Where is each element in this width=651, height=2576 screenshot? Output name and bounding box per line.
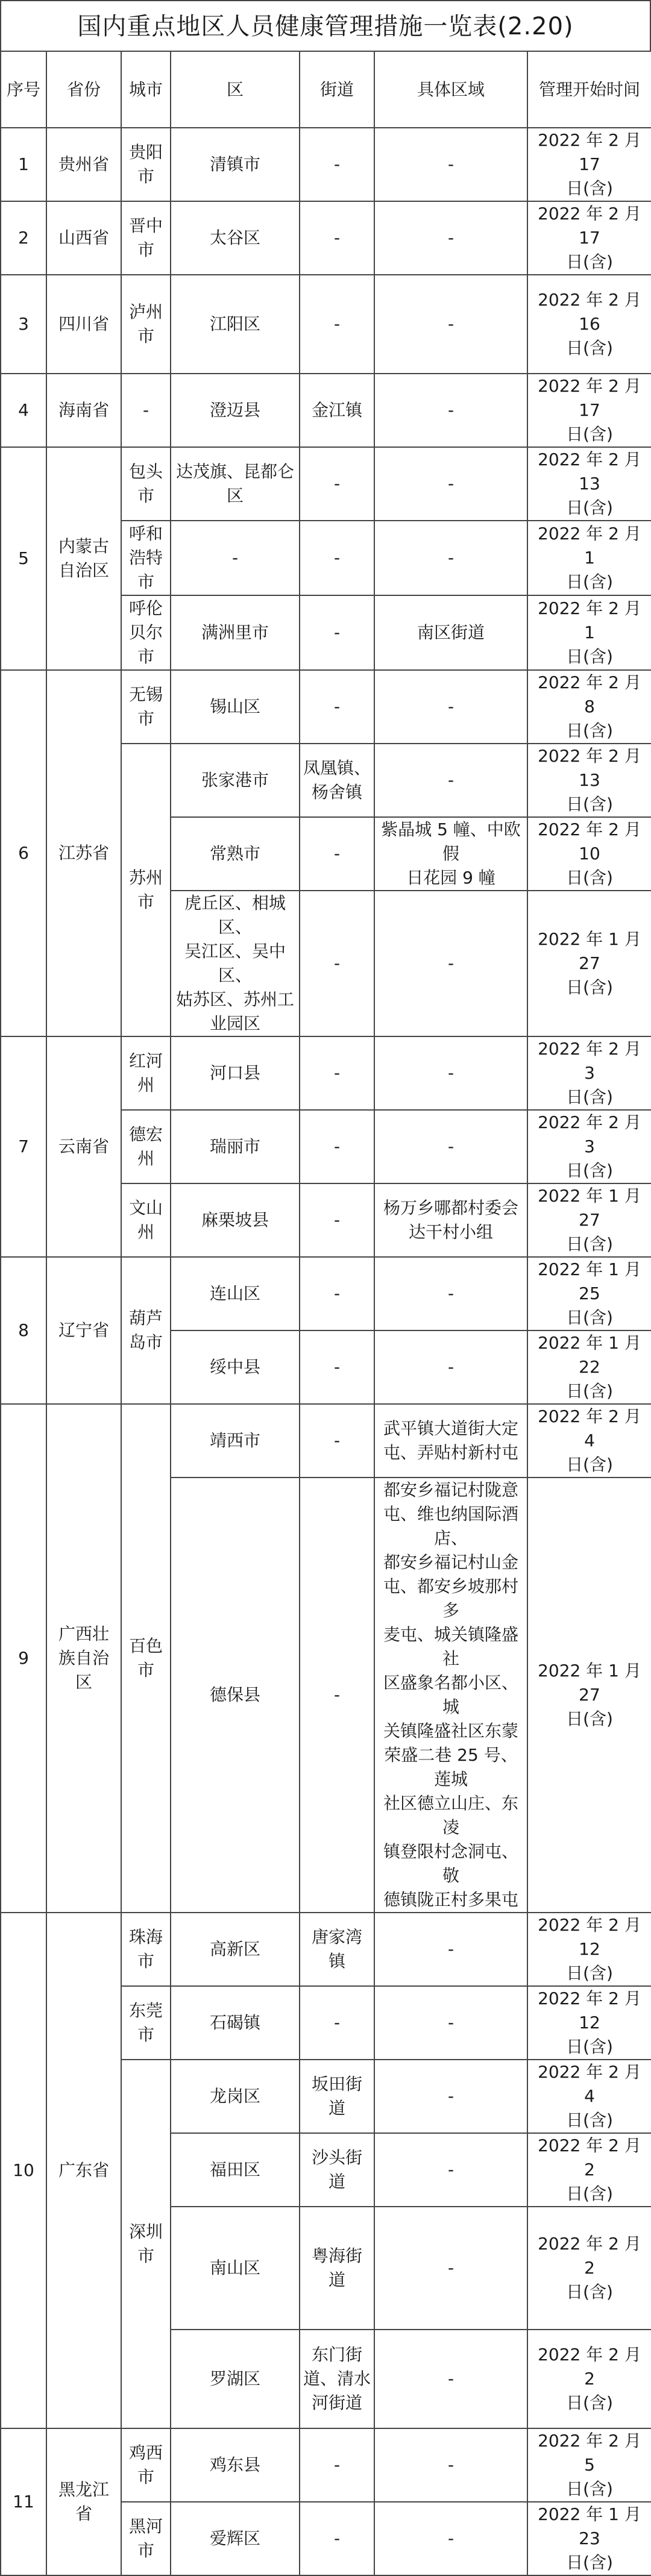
cell-district: 江阳区 [171, 275, 300, 374]
cell-street: - [300, 1404, 374, 1478]
cell-city: 呼和 浩特 市 [121, 521, 171, 595]
table-row [1, 201, 651, 275]
cell-district: 清镇市 [171, 128, 300, 201]
cell-district: 高新区 [171, 1913, 300, 1986]
cell-district: 常熟市 [171, 817, 300, 891]
header-row [1, 51, 651, 128]
cell-area: - [374, 2060, 527, 2133]
cell-district: 石碣镇 [171, 1986, 300, 2060]
cell-area: - [374, 201, 527, 275]
cell-city: 德宏 州 [121, 1110, 171, 1183]
cell-city: 贵阳 市 [121, 128, 171, 201]
cell-district: 德保县 [171, 1478, 300, 1913]
cell-province: 海南省 [46, 374, 121, 447]
cell-area: - [374, 447, 527, 521]
cell-area: 紫晶城 5 幢、中欧假 日花园 9 幢 [374, 817, 527, 891]
cell-street: - [300, 275, 374, 374]
cell-area: 武平镇大道街大定 屯、弄贴村新村屯 [374, 1404, 527, 1478]
cell-province: 广东省 [46, 1913, 121, 2428]
cell-street: - [300, 1330, 374, 1404]
cell-province: 广西壮 族自治 区 [46, 1404, 121, 1913]
cell-start-time: 2022 年 2 月 3 日(含) [527, 1110, 651, 1183]
header-no: 序号 [1, 51, 46, 128]
header-start-time: 管理开始时间 [527, 51, 651, 128]
cell-start-time: 2022 年 1 月 27 日(含) [527, 1478, 651, 1913]
cell-no: 6 [1, 670, 46, 1036]
cell-start-time: 2022 年 2 月 17 日(含) [527, 201, 651, 275]
cell-start-time: 2022 年 2 月 13 日(含) [527, 447, 651, 521]
table-row [1, 670, 651, 744]
cell-start-time: 2022 年 2 月 5 日(含) [527, 2428, 651, 2502]
cell-start-time: 2022 年 2 月 10 日(含) [527, 817, 651, 891]
cell-area: - [374, 1330, 527, 1404]
cell-street: 沙头街 道 [300, 2133, 374, 2207]
cell-district: 罗湖区 [171, 2330, 300, 2428]
cell-district: 满洲里市 [171, 595, 300, 670]
cell-start-time: 2022 年 1 月 27 日(含) [527, 1183, 651, 1257]
cell-city: 无锡 市 [121, 670, 171, 744]
header-district: 区 [171, 51, 300, 128]
cell-street: - [300, 1478, 374, 1913]
cell-district: - [171, 521, 300, 595]
cell-no: 11 [1, 2428, 46, 2575]
cell-district: 太谷区 [171, 201, 300, 275]
cell-area: - [374, 891, 527, 1036]
cell-district: 连山区 [171, 1257, 300, 1330]
cell-province: 四川省 [46, 275, 121, 374]
cell-area: - [374, 2502, 527, 2575]
cell-street: 唐家湾 镇 [300, 1913, 374, 1986]
table-row [1, 275, 651, 374]
cell-area: 南区街道 [374, 595, 527, 670]
cell-start-time: 2022 年 2 月 2 日(含) [527, 2133, 651, 2207]
cell-start-time: 2022 年 1 月 23 日(含) [527, 2502, 651, 2575]
cell-street: - [300, 2502, 374, 2575]
cell-province: 云南省 [46, 1036, 121, 1257]
header-area: 具体区域 [374, 51, 527, 128]
cell-street: 东门街 道、清水 河街道 [300, 2330, 374, 2428]
cell-street: - [300, 201, 374, 275]
cell-district: 爱辉区 [171, 2502, 300, 2575]
cell-area: - [374, 2330, 527, 2428]
cell-no: 7 [1, 1036, 46, 1257]
cell-street: 粤海街 道 [300, 2207, 374, 2330]
cell-street: 凤凰镇、 杨舍镇 [300, 744, 374, 817]
cell-street: - [300, 1257, 374, 1330]
cell-district: 达茂旗、昆都仑 区 [171, 447, 300, 521]
cell-start-time: 2022 年 2 月 17 日(含) [527, 374, 651, 447]
cell-street: - [300, 1036, 374, 1110]
cell-province: 江苏省 [46, 670, 121, 1036]
cell-city: 泸州 市 [121, 275, 171, 374]
cell-city: 葫芦 岛市 [121, 1257, 171, 1404]
cell-area: 杨万乡哪都村委会 达干村小组 [374, 1183, 527, 1257]
cell-start-time: 2022 年 2 月 4 日(含) [527, 1404, 651, 1478]
cell-street: - [300, 1110, 374, 1183]
table-row [1, 1257, 651, 1330]
cell-city: 珠海 市 [121, 1913, 171, 1986]
cell-no: 8 [1, 1257, 46, 1404]
cell-area: - [374, 128, 527, 201]
cell-start-time: 2022 年 2 月 4 日(含) [527, 2060, 651, 2133]
cell-no: 2 [1, 201, 46, 275]
cell-start-time: 2022 年 2 月 3 日(含) [527, 1036, 651, 1110]
table-row [1, 447, 651, 521]
cell-street: - [300, 521, 374, 595]
cell-area: - [374, 2207, 527, 2330]
cell-area: - [374, 2428, 527, 2502]
cell-street: - [300, 2428, 374, 2502]
cell-area: - [374, 275, 527, 374]
table-row [1, 128, 651, 201]
cell-province: 黑龙江 省 [46, 2428, 121, 2575]
cell-city: 东莞 市 [121, 1986, 171, 2060]
cell-start-time: 2022 年 1 月 25 日(含) [527, 1257, 651, 1330]
cell-city: 深圳 市 [121, 2060, 171, 2428]
cell-street: - [300, 128, 374, 201]
cell-start-time: 2022 年 2 月 1 日(含) [527, 595, 651, 670]
cell-start-time: 2022 年 1 月 27 日(含) [527, 891, 651, 1036]
table-row [1, 1036, 651, 1110]
cell-district: 澄迈县 [171, 374, 300, 447]
cell-area: - [374, 1986, 527, 2060]
cell-start-time: 2022 年 2 月 13 日(含) [527, 744, 651, 817]
cell-street: - [300, 1183, 374, 1257]
cell-start-time: 2022 年 2 月 12 日(含) [527, 1913, 651, 1986]
cell-district: 鸡东县 [171, 2428, 300, 2502]
cell-area: - [374, 2133, 527, 2207]
cell-street: - [300, 1986, 374, 2060]
cell-district: 虎丘区、相城区、 吴江区、吴中区、 姑苏区、苏州工 业园区 [171, 891, 300, 1036]
cell-start-time: 2022 年 1 月 22 日(含) [527, 1330, 651, 1404]
cell-city: 包头 市 [121, 447, 171, 521]
cell-province: 贵州省 [46, 128, 121, 201]
cell-city: 鸡西 市 [121, 2428, 171, 2502]
cell-street: 金江镇 [300, 374, 374, 447]
cell-province: 辽宁省 [46, 1257, 121, 1404]
cell-city: 百色 市 [121, 1404, 171, 1913]
cell-no: 9 [1, 1404, 46, 1913]
cell-district: 瑞丽市 [171, 1110, 300, 1183]
cell-city: 晋中 市 [121, 201, 171, 275]
table-title: 国内重点地区人员健康管理措施一览表(2.20) [0, 0, 651, 51]
header-street: 街道 [300, 51, 374, 128]
cell-city: 呼伦 贝尔 市 [121, 595, 171, 670]
header-province: 省份 [46, 51, 121, 128]
cell-no: 1 [1, 128, 46, 201]
cell-area: - [374, 521, 527, 595]
cell-start-time: 2022 年 2 月 2 日(含) [527, 2330, 651, 2428]
cell-district: 绥中县 [171, 1330, 300, 1404]
header-city: 城市 [121, 51, 171, 128]
cell-street: 坂田街 道 [300, 2060, 374, 2133]
cell-district: 靖西市 [171, 1404, 300, 1478]
cell-street: - [300, 595, 374, 670]
cell-street: - [300, 447, 374, 521]
cell-city: - [121, 374, 171, 447]
cell-province: 内蒙古 自治区 [46, 447, 121, 670]
cell-street: - [300, 817, 374, 891]
table-row [1, 2428, 651, 2502]
table-row [1, 1913, 651, 1986]
cell-start-time: 2022 年 2 月 2 日(含) [527, 2207, 651, 2330]
cell-district: 锡山区 [171, 670, 300, 744]
cell-province: 山西省 [46, 201, 121, 275]
cell-start-time: 2022 年 2 月 8 日(含) [527, 670, 651, 744]
table-row [1, 374, 651, 447]
cell-area: - [374, 744, 527, 817]
cell-area: - [374, 1257, 527, 1330]
cell-area: - [374, 1913, 527, 1986]
cell-city: 苏州 市 [121, 744, 171, 1036]
cell-no: 5 [1, 447, 46, 670]
cell-area: - [374, 1110, 527, 1183]
cell-start-time: 2022 年 2 月 1 日(含) [527, 521, 651, 595]
cell-start-time: 2022 年 2 月 17 日(含) [527, 128, 651, 201]
cell-district: 张家港市 [171, 744, 300, 817]
cell-area: - [374, 1036, 527, 1110]
table-row [1, 1404, 651, 1478]
cell-no: 4 [1, 374, 46, 447]
cell-city: 红河 州 [121, 1036, 171, 1110]
cell-district: 河口县 [171, 1036, 300, 1110]
cell-district: 福田区 [171, 2133, 300, 2207]
cell-city: 文山 州 [121, 1183, 171, 1257]
cell-street: - [300, 891, 374, 1036]
cell-city: 黑河 市 [121, 2502, 171, 2575]
cell-district: 麻栗坡县 [171, 1183, 300, 1257]
cell-street: - [300, 670, 374, 744]
cell-start-time: 2022 年 2 月 12 日(含) [527, 1986, 651, 2060]
cell-no: 10 [1, 1913, 46, 2428]
cell-area: - [374, 670, 527, 744]
measures-table [0, 51, 651, 2576]
cell-area: 都安乡福记村陇意 屯、维也纳国际酒店、 都安乡福记村山金 屯、都安乡坡那村多 麦屯、城关镇隆盛社 区盛象名都小区、城 关镇隆盛社区东蒙 荣盛二巷 25 号、莲城 社区德立山庄、东凌 镇登限村念洞屯、敬 德镇陇正村多果屯 [374, 1478, 527, 1913]
cell-area: - [374, 374, 527, 447]
cell-start-time: 2022 年 2 月 16 日(含) [527, 275, 651, 374]
cell-district: 龙岗区 [171, 2060, 300, 2133]
cell-no: 3 [1, 275, 46, 374]
cell-district: 南山区 [171, 2207, 300, 2330]
